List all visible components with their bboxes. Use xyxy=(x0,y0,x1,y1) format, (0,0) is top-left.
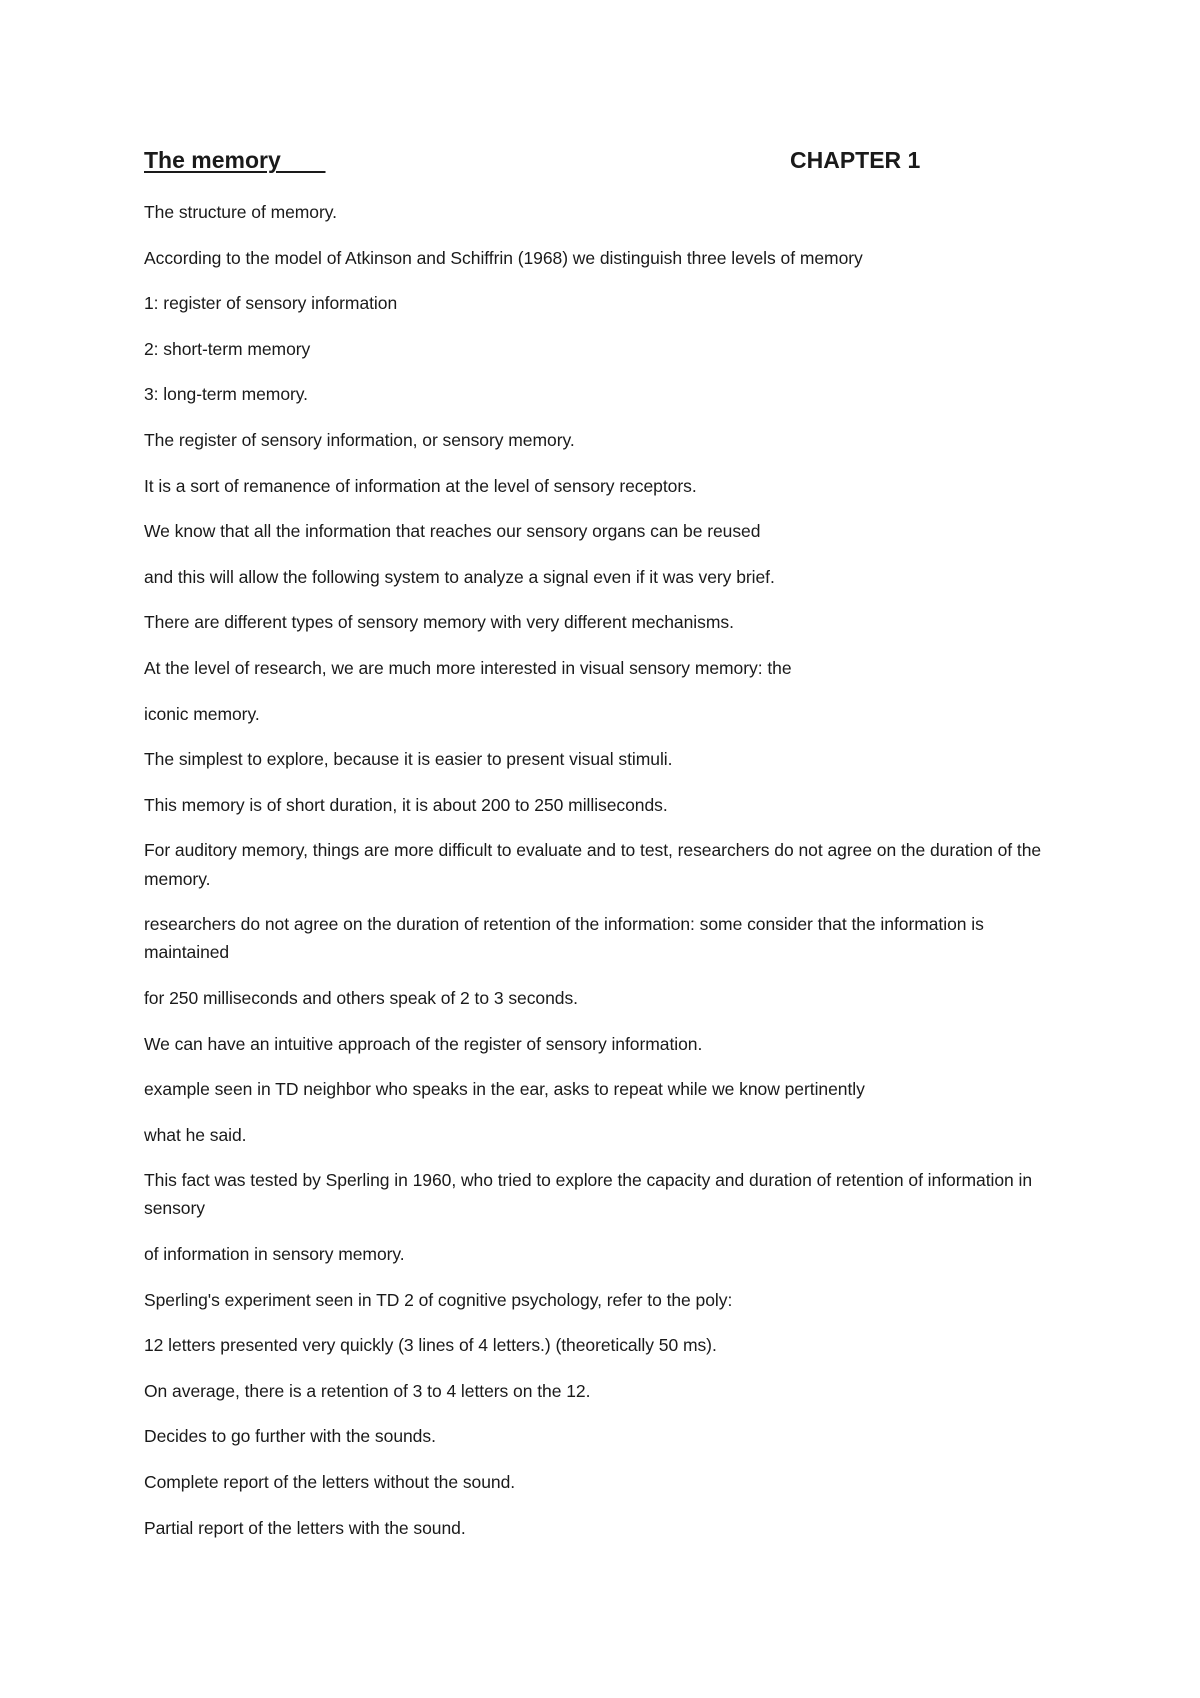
paragraph: Sperling's experiment seen in TD 2 of cognitive psychology, refer to the poly: xyxy=(144,1289,733,1310)
paragraph: This memory is of short duration, it is about 200 to 250 milliseconds. xyxy=(144,794,668,815)
title-row xyxy=(144,147,1044,181)
paragraph: and this will allow the following system to analyze a signal even if it was very brief. xyxy=(144,566,775,587)
document-body xyxy=(144,198,1064,1559)
paragraph: iconic memory. xyxy=(144,703,260,724)
paragraph: This fact was tested by Sperling in 1960, who tried to explore the capacity and duration of retention of information in sensory xyxy=(144,1170,1033,1219)
paragraph: 12 letters presented very quickly (3 lines of 4 letters.) (theoretically 50 ms). xyxy=(144,1335,717,1356)
paragraph: what he said. xyxy=(144,1124,247,1145)
paragraph: 1: register of sensory information xyxy=(144,293,398,314)
paragraph: According to the model of Atkinson and Schiffrin (1968) we distinguish three levels of memory xyxy=(144,247,863,268)
paragraph: 3: long-term memory. xyxy=(144,384,308,405)
paragraph: Complete report of the letters without the sound. xyxy=(144,1472,516,1493)
paragraph: We know that all the information that reaches our sensory organs can be reused xyxy=(144,521,761,542)
chapter-label: CHAPTER 1 xyxy=(790,147,921,173)
paragraph: 2: short-term memory xyxy=(144,338,311,359)
paragraph: of information in sensory memory. xyxy=(144,1244,405,1265)
paragraph: The register of sensory information, or sensory memory. xyxy=(144,429,575,450)
paragraph: There are different types of sensory memory with very different mechanisms. xyxy=(144,612,734,633)
paragraph: It is a sort of remanence of information at the level of sensory receptors. xyxy=(144,475,697,496)
paragraph: Partial report of the letters with the sound. xyxy=(144,1517,466,1538)
paragraph: The structure of memory. xyxy=(144,202,337,222)
paragraph: example seen in TD neighbor who speaks in the ear, asks to repeat while we know pertinently xyxy=(144,1079,865,1100)
paragraph: At the level of research, we are much more interested in visual sensory memory: the xyxy=(144,657,792,678)
paragraph: We can have an intuitive approach of the register of sensory information. xyxy=(144,1033,703,1054)
paragraph: researchers do not agree on the duration of retention of the information: some consider that the information is maintained xyxy=(144,914,984,963)
paragraph: For auditory memory, things are more difficult to evaluate and to test, researchers do not agree on the duration of the memory. xyxy=(144,840,1042,889)
paragraph: On average, there is a retention of 3 to 4 letters on the 12. xyxy=(144,1380,591,1401)
document-title: The memory xyxy=(144,147,326,173)
paragraph: The simplest to explore, because it is easier to present visual stimuli. xyxy=(144,749,673,770)
paragraph: Decides to go further with the sounds. xyxy=(144,1426,436,1447)
paragraph: for 250 milliseconds and others speak of 2 to 3 seconds. xyxy=(144,987,578,1008)
